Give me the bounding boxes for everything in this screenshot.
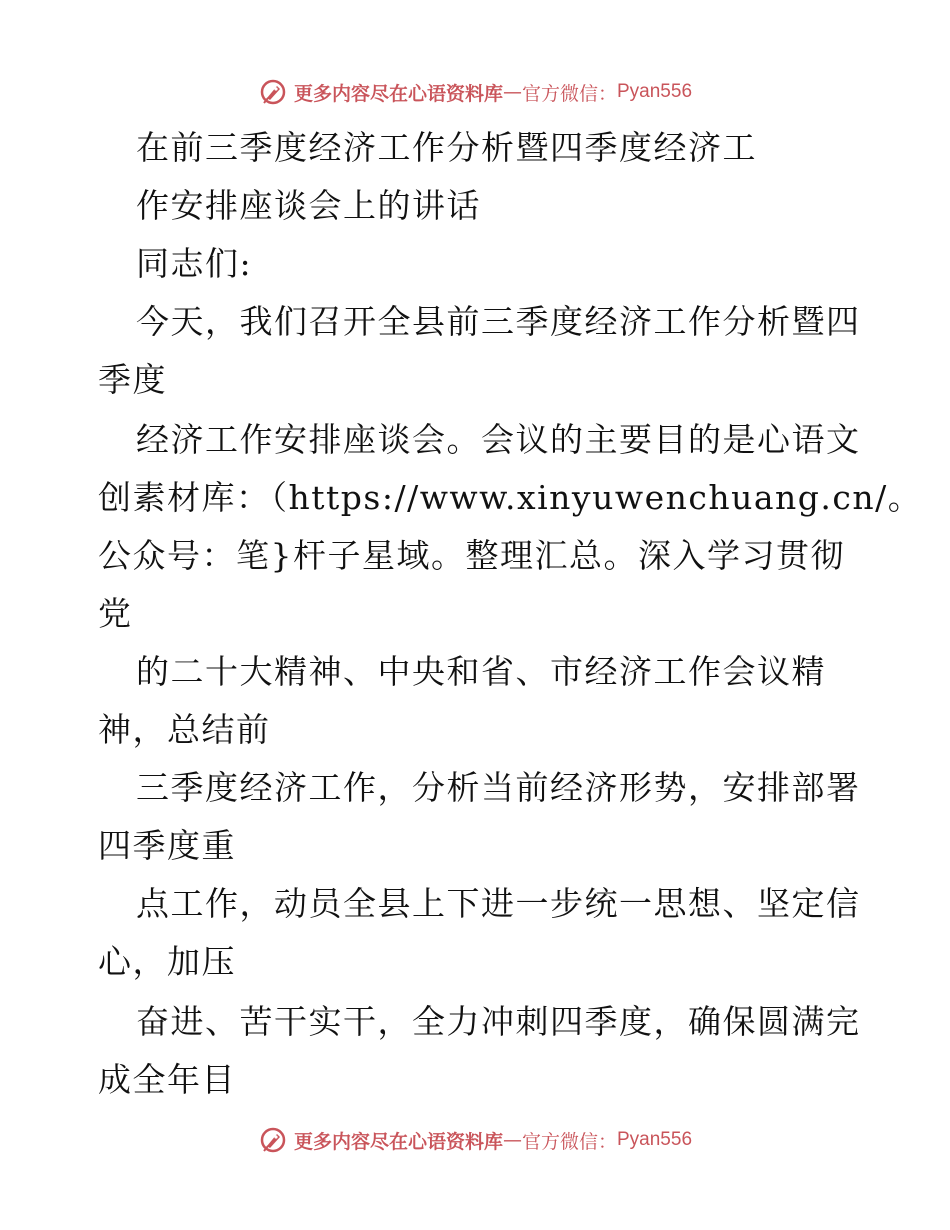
paragraph-line: 四季度重 bbox=[98, 826, 236, 865]
paragraph-line: 成全年目 bbox=[98, 1060, 236, 1099]
watermark-dash: — bbox=[502, 81, 522, 103]
document-title-line-2: 作安排座谈会上的讲话 bbox=[136, 186, 481, 225]
bottom-watermark-banner bbox=[0, 1120, 950, 1160]
watermark-dash: — bbox=[502, 1129, 522, 1151]
salutation: 同志们: bbox=[136, 244, 253, 283]
pen-nib-icon bbox=[258, 1125, 288, 1155]
paragraph-line: 今天，我们召开全县前三季度经济工作分析暨四 bbox=[136, 302, 861, 341]
paragraph-line: 党 bbox=[98, 594, 133, 633]
paragraph-line: 三季度经济工作，分析当前经济形势，安排部署 bbox=[136, 768, 861, 807]
paragraph-line: 的二十大精神、中央和省、市经济工作会议精 bbox=[136, 652, 826, 691]
watermark-text: 更多内容尽在心语资料库 bbox=[293, 82, 503, 105]
paragraph-line: 创素材库：（https://www.xinyuwenchuang.cn/。 bbox=[98, 478, 923, 517]
watermark-id: Pyan556 bbox=[617, 81, 693, 102]
paragraph-line: 点工作，动员全县上下进一步统一思想、坚定信 bbox=[136, 884, 861, 923]
paragraph-line: 公众号：笔}杆子星域。整理汇总。深入学习贯彻 bbox=[98, 536, 845, 575]
paragraph-line: 奋进、苦干实干，全力冲刺四季度，确保圆满完 bbox=[136, 1002, 861, 1041]
paragraph-line: 经济工作安排座谈会。会议的主要目的是心语文 bbox=[136, 420, 861, 459]
paragraph-line: 心，加压 bbox=[98, 942, 236, 981]
top-watermark-banner bbox=[0, 72, 950, 112]
watermark-text: 更多内容尽在心语资料库 bbox=[293, 1130, 503, 1153]
watermark-id: Pyan556 bbox=[617, 1129, 693, 1150]
paragraph-line: 季度 bbox=[98, 360, 167, 399]
watermark-label: 官方微信： bbox=[521, 82, 617, 105]
document-title-line-1: 在前三季度经济工作分析暨四季度经济工 bbox=[136, 128, 757, 167]
paragraph-line: 神，总结前 bbox=[98, 710, 271, 749]
watermark-label: 官方微信： bbox=[521, 1130, 617, 1153]
pen-nib-icon bbox=[258, 77, 288, 107]
